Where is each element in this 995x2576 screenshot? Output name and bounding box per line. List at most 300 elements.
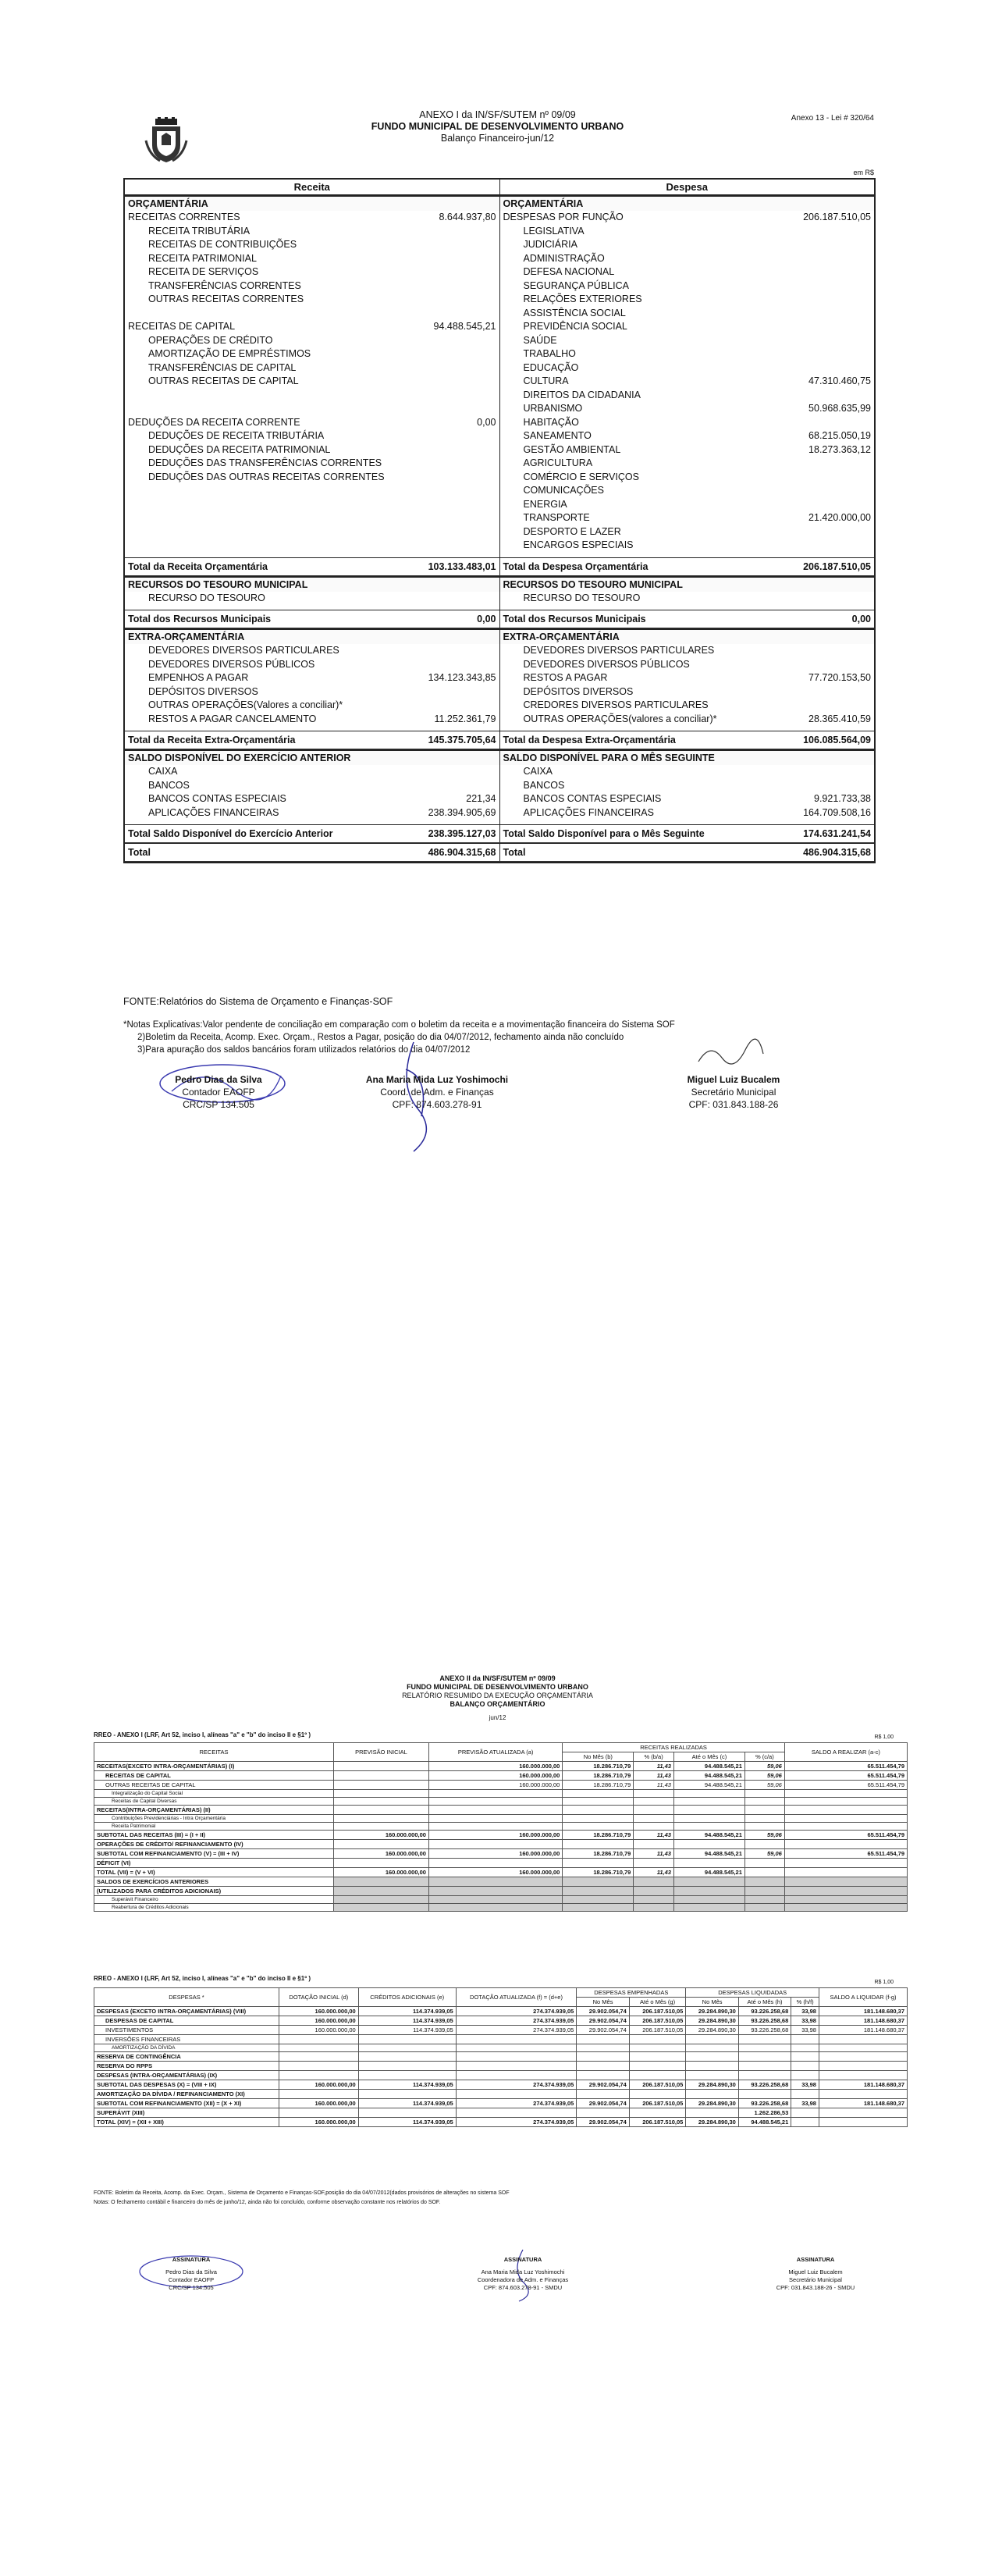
row-label: AMORTIZAÇÃO DA DÍVIDA / REFINANCIAMENTO (XI) (94, 2090, 279, 2099)
row-label: SUBTOTAL DAS RECEITAS (III) = (I + II) (94, 1831, 334, 1840)
cell (456, 2062, 577, 2071)
cell (334, 1790, 429, 1798)
cell: 94.488.545,21 (673, 1849, 744, 1859)
cell (738, 2052, 791, 2062)
cell (358, 2052, 456, 2062)
cell: 18.286.710,79 (563, 1849, 634, 1859)
col-previsao-inicial: PREVISÃO INICIAL (334, 1743, 429, 1762)
line-label: DEVEDORES DIVERSOS PÚBLICOS (148, 658, 315, 670)
cell: 160.000.000,00 (334, 1868, 429, 1877)
cell (791, 2071, 819, 2080)
total-label: Total Saldo Disponível para o Mês Seguinte (503, 828, 705, 839)
line-item (500, 265, 875, 279)
col-pct-ca: % (c/a) (744, 1752, 784, 1762)
cell (634, 1840, 674, 1849)
col-dotacao-atualizada: DOTAÇÃO ATUALIZADA (f) = (d+e) (456, 1988, 577, 2007)
line-label: JUDICIÁRIA (523, 239, 577, 250)
line-item (125, 252, 499, 266)
signer-name: Miguel Luiz Bucalem (788, 2268, 843, 2275)
section-title: EXTRA-ORÇAMENTÁRIA (125, 628, 499, 644)
cell: 1.262.286,53 (738, 2108, 791, 2118)
cell (673, 1840, 744, 1849)
line-label: AMORTIZAÇÃO DE EMPRÉSTIMOS (148, 348, 311, 359)
line-value: 94.488.545,21 (433, 321, 496, 332)
col-previsao-atualizada: PREVISÃO ATUALIZADA (a) (428, 1743, 562, 1762)
line-label: BANCOS CONTAS ESPECIAIS (523, 793, 662, 804)
cell (673, 1823, 744, 1831)
cell (563, 1887, 634, 1896)
cell: 59,06 (744, 1771, 784, 1781)
line-value (410, 699, 499, 713)
line-value (410, 498, 499, 512)
row-label: Receita Patrimonial (94, 1823, 334, 1831)
line-value (410, 334, 499, 348)
line-label: OUTRAS OPERAÇÕES(valores a conciliar)* (523, 713, 717, 724)
cell (791, 2035, 819, 2044)
section-total (125, 610, 499, 628)
cell (784, 1790, 907, 1798)
cell (577, 2108, 629, 2118)
line-item (125, 238, 499, 252)
line-label: BANCOS (148, 779, 190, 791)
despesa-column (500, 576, 875, 628)
cell: 18.286.710,79 (563, 1781, 634, 1790)
cell (791, 2062, 819, 2071)
line-label (125, 484, 410, 498)
cell (563, 1877, 634, 1887)
line-item (125, 211, 499, 225)
total-row (500, 844, 875, 861)
cell (334, 1859, 429, 1868)
line-value (785, 685, 874, 699)
signer-role: Contador EAOFP (168, 2276, 215, 2283)
cell (819, 2090, 907, 2099)
row-label: (UTILIZADOS PARA CRÉDITOS ADICIONAIS) (94, 1887, 334, 1896)
row-label: DESPESAS (EXCETO INTRA-ORÇAMENTÁRIAS) (VIII) (94, 2007, 279, 2016)
line-item (500, 252, 875, 266)
cell: 274.374.939,05 (456, 2099, 577, 2108)
line-item (125, 685, 499, 699)
line-label: RECURSO DO TESOURO (523, 592, 641, 603)
balance-table (123, 178, 876, 863)
section-orc (125, 195, 874, 576)
section-title: ORÇAMENTÁRIA (500, 195, 875, 211)
signer-role: Secretário Municipal (691, 1087, 776, 1098)
row-label: RECEITAS(EXCETO INTRA-ORÇAMENTÁRIAS) (I) (94, 1762, 334, 1771)
line-item (500, 713, 875, 727)
signature-caption: ASSINATURA (503, 2256, 542, 2263)
cell: 206.187.510,05 (629, 2026, 686, 2035)
cell: 18.286.710,79 (563, 1831, 634, 1840)
line-label: RECEITAS CORRENTES (128, 212, 240, 222)
cell: 29.902.054,74 (577, 2007, 629, 2016)
line-label: RECURSO DO TESOURO (148, 592, 265, 603)
cell (358, 2090, 456, 2099)
line-value (785, 498, 874, 512)
line-item (125, 347, 499, 361)
cell: 29.284.890,30 (686, 2026, 738, 2035)
line-item (125, 279, 499, 294)
total-label: Total (128, 847, 151, 858)
cell (634, 1887, 674, 1896)
line-value (410, 484, 499, 498)
cell (738, 2044, 791, 2052)
total-value: 106.085.564,09 (803, 735, 871, 745)
line-value (785, 307, 874, 321)
line-value (785, 765, 874, 779)
cell (629, 2062, 686, 2071)
row-label: SUBTOTAL DAS DESPESAS (X) = (VIII + IX) (94, 2080, 279, 2090)
cell (428, 1806, 562, 1815)
total-label: Total Saldo Disponível do Exercício Anterior (128, 828, 333, 839)
line-label: SANEAMENTO (523, 430, 592, 441)
line-item (125, 471, 499, 485)
cell (744, 1840, 784, 1849)
cell: 65.511.454,79 (784, 1849, 907, 1859)
cell (791, 2118, 819, 2127)
cell: 274.374.939,05 (456, 2007, 577, 2016)
table-row (94, 2026, 908, 2035)
table-row (94, 2062, 908, 2071)
total-label: Total (503, 847, 526, 858)
fund-name: FUNDO MUNICIPAL DE DESENVOLVIMENTO URBANO (407, 1683, 588, 1691)
line-value (410, 429, 499, 443)
line-value: 28.365.410,59 (808, 713, 871, 724)
line-item (125, 511, 499, 525)
table-row (94, 1896, 908, 1904)
cell (784, 1868, 907, 1877)
table-row (94, 1806, 908, 1815)
cell: 59,06 (744, 1762, 784, 1771)
line-value (785, 361, 874, 375)
table-row (94, 1904, 908, 1912)
table-row (94, 1790, 908, 1798)
line-label: CAIXA (523, 766, 553, 777)
cell: 29.902.054,74 (577, 2026, 629, 2035)
row-label: RESERVA DO RPPS (94, 2062, 279, 2071)
cell: 160.000.000,00 (279, 2007, 359, 2016)
cell (577, 2044, 629, 2052)
line-label: DIREITOS DA CIDADANIA (523, 389, 641, 400)
line-item (125, 225, 499, 239)
section-title: EXTRA-ORÇAMENTÁRIA (500, 628, 875, 644)
law-reference: Anexo 13 - Lei # 320/64 (791, 114, 874, 123)
line-item (125, 265, 499, 279)
col-emp-no-mes: No Mês (577, 1998, 629, 2007)
cell (428, 1840, 562, 1849)
line-item (125, 699, 499, 713)
cell (577, 2071, 629, 2080)
total-row (500, 731, 875, 749)
section-ext (125, 628, 874, 749)
cell: 114.374.939,05 (358, 2026, 456, 2035)
line-item (125, 389, 499, 403)
cell (563, 1806, 634, 1815)
line-value (785, 265, 874, 279)
total-value: 206.187.510,05 (803, 560, 871, 572)
report-title: Balanço Financeiro-jun/12 (440, 133, 555, 144)
cell (629, 2108, 686, 2118)
line-item (500, 443, 875, 457)
receita-column (125, 749, 500, 842)
line-label: ASSISTÊNCIA SOCIAL (523, 307, 626, 318)
table-row (94, 2090, 908, 2099)
col-saldo-realizar: SALDO A REALIZAR (a-c) (784, 1743, 907, 1762)
line-value: 47.310.460,75 (808, 375, 871, 386)
rreo-signature-3 (761, 2256, 870, 2292)
total-label: Total dos Recursos Municipais (503, 614, 646, 624)
line-label: OUTRAS RECEITAS CORRENTES (148, 294, 304, 304)
line-label: RELAÇÕES EXTERIORES (523, 294, 642, 304)
line-item (500, 279, 875, 294)
total-label: Total da Despesa Extra-Orçamentária (503, 735, 676, 745)
row-label: AMORTIZAÇÃO DA DÍVIDA (94, 2044, 279, 2052)
line-value (410, 592, 499, 606)
row-label: OUTRAS RECEITAS DE CAPITAL (94, 1781, 334, 1790)
total-label: Total da Receita Orçamentária (128, 560, 268, 572)
line-value (410, 443, 499, 457)
line-value (410, 238, 499, 252)
cell (738, 2090, 791, 2099)
section-total (500, 824, 875, 842)
total-row (125, 558, 499, 575)
cell: 274.374.939,05 (456, 2080, 577, 2090)
receita-header: Receita (125, 180, 500, 194)
line-value (785, 644, 874, 658)
cell: 59,06 (744, 1849, 784, 1859)
col-creditos-adicionais: CRÉDITOS ADICIONAIS (e) (358, 1988, 456, 2007)
col-dotacao-inicial: DOTAÇÃO INICIAL (d) (279, 1988, 359, 2007)
cell: 29.902.054,74 (577, 2080, 629, 2090)
col-ate-mes: Até o Mês (c) (673, 1752, 744, 1762)
signer-id: CPF: 031.843.188-26 - SMDU (776, 2284, 855, 2291)
cell (791, 2052, 819, 2062)
cell (819, 2108, 907, 2118)
cell: 114.374.939,05 (358, 2080, 456, 2090)
row-label: SUPERÁVIT (XIII) (94, 2108, 279, 2118)
receita-column (125, 576, 500, 628)
line-label: URBANISMO (523, 403, 583, 414)
signer-name: Miguel Luiz Bucalem (687, 1074, 780, 1085)
table-row (94, 1868, 908, 1877)
line-item (500, 525, 875, 539)
cell: 160.000.000,00 (334, 1831, 429, 1840)
cell (784, 1815, 907, 1823)
line-label: SAÚDE (523, 334, 557, 346)
line-value (785, 658, 874, 672)
cell (428, 1887, 562, 1896)
line-item (125, 806, 499, 820)
cell (819, 2118, 907, 2127)
cell: 160.000.000,00 (279, 2099, 359, 2108)
line-label: DEPÓSITOS DIVERSOS (148, 685, 258, 697)
line-label: RECEITA TRIBUTÁRIA (148, 225, 251, 237)
signature-block-2 (336, 1073, 538, 1111)
line-label (125, 402, 410, 416)
line-label: BANCOS CONTAS ESPECIAIS (148, 793, 286, 804)
section-title: ORÇAMENTÁRIA (125, 195, 499, 211)
line-value (785, 293, 874, 307)
total-label: Total da Receita Extra-Orçamentária (128, 735, 296, 745)
line-value (410, 539, 499, 553)
line-label: APLICAÇÕES FINANCEIRAS (148, 806, 279, 818)
cell (577, 2062, 629, 2071)
line-value (410, 361, 499, 375)
line-item (500, 539, 875, 553)
total-value: 486.904.315,68 (428, 847, 496, 858)
total-value: 0,00 (477, 614, 496, 624)
cell (428, 1823, 562, 1831)
line-label: SEGURANÇA PÚBLICA (523, 279, 629, 291)
cell: 18.286.710,79 (563, 1771, 634, 1781)
section-total (500, 843, 875, 861)
cell: 206.187.510,05 (629, 2118, 686, 2127)
line-label (125, 539, 410, 553)
line-value (410, 389, 499, 403)
cell: 65.511.454,79 (784, 1831, 907, 1840)
cell (784, 1840, 907, 1849)
table-row (94, 1781, 908, 1790)
cell (358, 2062, 456, 2071)
receita-column (125, 843, 500, 861)
cell (428, 1798, 562, 1806)
line-label: LEGISLATIVA (523, 225, 585, 237)
line-item (125, 416, 499, 430)
line-label: DEVEDORES DIVERSOS PARTICULARES (523, 645, 715, 656)
section-title: SALDO DISPONÍVEL DO EXERCÍCIO ANTERIOR (125, 749, 499, 765)
cell: 160.000.000,00 (428, 1831, 562, 1840)
fund-name: FUNDO MUNICIPAL DE DESENVOLVIMENTO URBANO (371, 121, 624, 132)
line-value (410, 252, 499, 266)
cell (791, 2044, 819, 2052)
line-item (500, 389, 875, 403)
cell (784, 1896, 907, 1904)
line-value: 134.123.343,85 (428, 672, 496, 683)
line-item (500, 238, 875, 252)
table-row (94, 1840, 908, 1849)
line-item (500, 471, 875, 485)
cell (334, 1806, 429, 1815)
note-3: 3)Para apuração dos saldos bancários foram utilizados relatórios do dia 04/07/2012 (137, 1045, 471, 1055)
line-item (125, 539, 499, 553)
line-value (785, 699, 874, 713)
section-total (125, 824, 499, 842)
section-sal (125, 749, 874, 843)
cell (563, 1904, 634, 1912)
cell (334, 1896, 429, 1904)
rreo-despesas-title: RREO - ANEXO I (LRF, Art 52, inciso I, alíneas "a" e "b" do inciso II e §1º ) (94, 1975, 311, 1982)
cell: 114.374.939,05 (358, 2016, 456, 2026)
line-item (125, 713, 499, 727)
section-total (500, 610, 875, 628)
line-label: DEFESA NACIONAL (523, 266, 615, 277)
line-label: COMUNICAÇÕES (523, 485, 604, 496)
line-value: 238.394.905,69 (428, 806, 496, 818)
line-label: TRANSFERÊNCIAS DE CAPITAL (148, 361, 297, 373)
cell (819, 2071, 907, 2080)
signature-caption: ASSINATURA (172, 2256, 211, 2263)
cell (456, 2044, 577, 2052)
col-liq-no-mes: No Mês (686, 1998, 738, 2007)
line-value (410, 279, 499, 294)
row-label: DESPESAS (INTRA-ORÇAMENTÁRIAS) (IX) (94, 2071, 279, 2080)
line-label (125, 307, 410, 321)
cell (744, 1896, 784, 1904)
cell: 93.226.258,68 (738, 2026, 791, 2035)
line-item (125, 429, 499, 443)
line-label: DEDUÇÕES DA RECEITA PATRIMONIAL (148, 443, 331, 455)
group-despesas-liquidadas: DESPESAS LIQUIDADAS (686, 1988, 819, 1998)
cell (334, 1762, 429, 1771)
line-label (125, 511, 410, 525)
cell: 65.511.454,79 (784, 1781, 907, 1790)
table-row (94, 2108, 908, 2118)
line-value (785, 484, 874, 498)
rreo-notes: Notas: O fechamento contábil e financeiro do mês de junho/12, ainda não foi concluído, conforme observação constante nos relatórios do SOF. (94, 2200, 441, 2205)
line-label: OUTRAS RECEITAS DE CAPITAL (148, 375, 299, 386)
line-item (125, 765, 499, 779)
cell: 59,06 (744, 1781, 784, 1790)
cell: 18.286.710,79 (563, 1762, 634, 1771)
table-row (94, 2052, 908, 2062)
cell (428, 1904, 562, 1912)
signer-name: Ana Maria Mida Luz Yoshimochi (365, 1074, 509, 1085)
line-item (500, 347, 875, 361)
line-value (785, 592, 874, 606)
cell: 11,43 (634, 1771, 674, 1781)
cell (358, 2108, 456, 2118)
cell (629, 2052, 686, 2062)
line-item (500, 592, 875, 606)
cell (456, 2108, 577, 2118)
cell: 29.902.054,74 (577, 2118, 629, 2127)
cell (744, 1877, 784, 1887)
line-item (500, 334, 875, 348)
table-row (94, 2118, 908, 2127)
cell (279, 2044, 359, 2052)
line-value: 9.921.733,38 (814, 793, 871, 804)
row-label: SALDOS DE EXERCÍCIOS ANTERIORES (94, 1877, 334, 1887)
section-total (500, 557, 875, 575)
line-item (125, 484, 499, 498)
cell: 160.000.000,00 (428, 1849, 562, 1859)
cell (577, 2090, 629, 2099)
signer-name: Ana Maria Mida Luz Yoshimochi (481, 2268, 565, 2275)
line-value (410, 347, 499, 361)
cell (563, 1823, 634, 1831)
cell: 160.000.000,00 (334, 1849, 429, 1859)
cell (563, 1840, 634, 1849)
cell: 160.000.000,00 (279, 2118, 359, 2127)
row-label: TOTAL (VII) = (V + VI) (94, 1868, 334, 1877)
cell (358, 2044, 456, 2052)
cell: 29.902.054,74 (577, 2016, 629, 2026)
col-pct-ba: % (b/a) (634, 1752, 674, 1762)
line-label: APLICAÇÕES FINANCEIRAS (523, 806, 654, 818)
cell (819, 2062, 907, 2071)
line-label: CULTURA (523, 375, 569, 386)
table-row (94, 2016, 908, 2026)
balance-column-headers (125, 180, 874, 195)
total-value: 238.395.127,03 (428, 828, 496, 839)
cell: 181.148.680,37 (819, 2026, 907, 2035)
cell: 11,43 (634, 1781, 674, 1790)
line-value (785, 279, 874, 294)
cell (279, 2062, 359, 2071)
line-value (410, 471, 499, 485)
cell (456, 2052, 577, 2062)
cell: 114.374.939,05 (358, 2099, 456, 2108)
